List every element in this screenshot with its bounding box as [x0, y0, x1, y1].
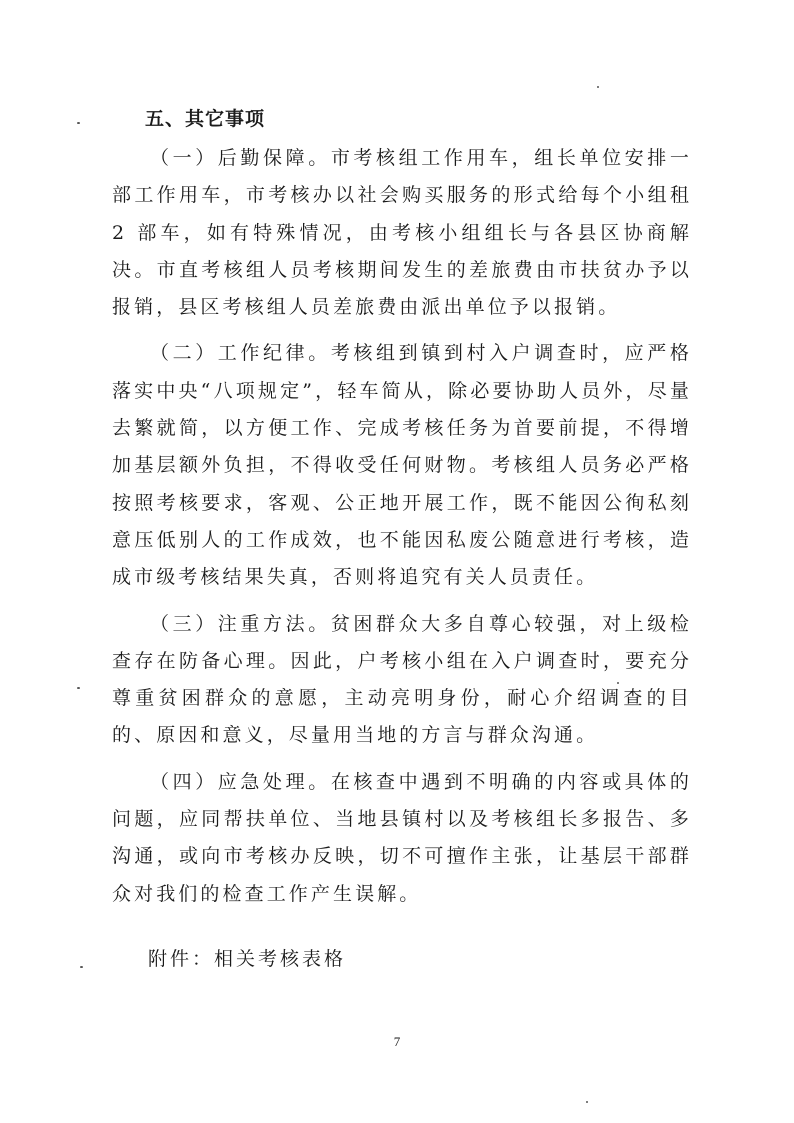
- scan-speck: [80, 966, 83, 968]
- section-heading: 五、其它事项: [145, 108, 266, 130]
- scan-speck: [617, 682, 619, 684]
- scan-speck: [77, 687, 80, 689]
- scan-speck: [597, 86, 599, 88]
- scan-speck: [77, 122, 80, 124]
- paragraph-work-discipline: （二）工作纪律。考核组到镇到村入户调查时，应严格落实中央“八项规定”，轻车简从，除必要协助人员外，尽量去繁就简，以方便工作、完成考核任务为首要前提，不得增加基层额外负担，不得收受任何财物。考核组人员务必严格按照考核要求，客观、公正地开展工作，既不能因公徇私刻意压低别人的工作成效，也不能因私废公随意进行考核，造成市级考核结果失真，否则将追究有关人员责任。: [112, 342, 692, 589]
- scan-speck: [586, 1101, 588, 1103]
- paragraph-methods: （三）注重方法。贫困群众大多自尊心较强，对上级检查存在防备心理。因此，户考核小组在入户调查时，要充分尊重贫困群众的意愿，主动亮明身份，耐心介绍调查的目的、原因和意义，尽量用当地的方言与群众沟通。: [112, 612, 692, 747]
- paragraph-emergency-handling: （四）应急处理。在核查中遇到不明确的内容或具体的问题，应同帮扶单位、当地县镇村以及考核组长多报告、多沟通，或向市考核办反映，切不可擅作主张，让基层干部群众对我们的检查工作产生误解。: [112, 770, 692, 905]
- paragraph-logistics: （一）后勤保障。市考核组工作用车，组长单位安排一部工作用车，市考核办以社会购买服务的形式给每个小组租 2 部车，如有特殊情况，由考核小组组长与各县区协商解决。市直考核组人员考核期间发生的差旅费由市扶贫办予以报销，县区考核组人员差旅费由派出单位予以报销。: [112, 147, 692, 319]
- attachment-note: 附件：相关考核表格: [148, 948, 347, 970]
- page-number: 7: [393, 1034, 401, 1049]
- body-text: [112, 140, 692, 922]
